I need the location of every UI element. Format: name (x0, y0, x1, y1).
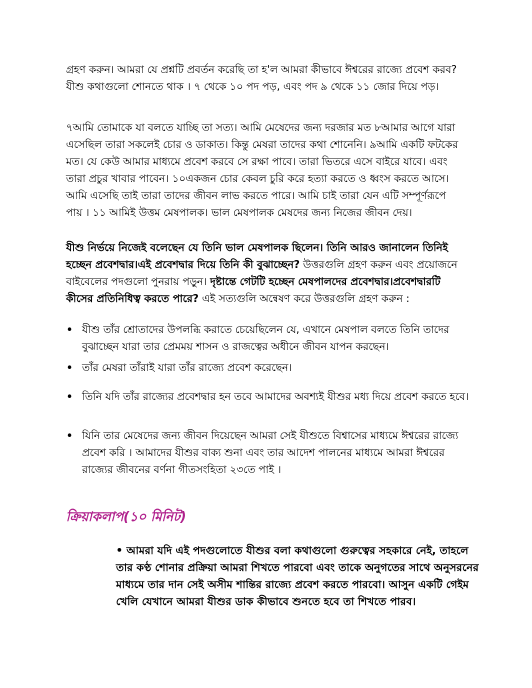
list-item (66, 389, 470, 406)
list-item-text: তিনি যদি তাঁর রাজ্যের প্রবেশদ্বার হন তবে আমাদের অবশ্যই যীশুর মধ্য দিয়ে প্রবেশ করতে হবে। (82, 391, 469, 403)
discussion-question-2: দৃষ্টান্তে গেটটি হচ্ছেন মেষপালদের প্রবেশদ্বার।প্রবেশদ্বারটি কীসের প্রতিনিধিত্ব করতে পারে? (66, 276, 441, 305)
list-item-text: তাঁর মেষরা তাঁরাই যারা তাঁর রাজ্যে প্রবেশ করেছেন। (82, 362, 292, 374)
bullet-icon: • (66, 429, 74, 443)
list-item (66, 360, 470, 377)
discussion-instruction-1: উত্তরগুলি গ্রহণ করুন এবং প্রয়োজনে বাইবেলের পদগুলো পুনরায় পড়ুন। (66, 259, 458, 288)
bullet-icon: • (66, 390, 74, 404)
list-item (66, 428, 470, 479)
bullet-icon: • (66, 323, 74, 337)
activity-text: • আমরা যদি এই পদগুলোতে যীশুর বলা কথাগুলো গুরুত্বের সহকারে নেই, তাহলে তার কণ্ঠ শোনার প্রক্রিয়া আমরা শিখতে পারবো এবং তাকে অনুগতের সাথে অনুসরনের মাধ্যমে তার দান সেই অসীম শান্তির রাজ্যে প্রবেশ করতে পারবো। আসুন একটি গেইম খেলি যেখানে আমরা যীশুর ডাক কীভাবে শুনতে হবে তা শিখতে পারব। (116, 545, 479, 608)
intro-paragraph: গ্রহণ করুন। আমরা যে প্রশ্নটি প্রবর্তন করেছি তা হ'ল আমরা কীভাবে ঈশ্বরের রাজ্যে প্রবেশ করব? যীশু কথাগুলো শোনতে থাক । ৭ থেকে ১০ পদ পড়, এবং পদ ৯ থেকে ১১ জোর দিয়ে পড়। (66, 64, 457, 93)
list-item-text: যিনি তার মেষেদের জন্য জীবন দিয়েছেন আমরা সেই যীশুতে বিশ্বাসের মাধ্যমে ঈশ্বরের রাজ্যে প্রবেশ করি । আমাদের যীশুর বাক্য শুনা এবং তার আদেশ পালনের মাধ্যমে আমরা ঈশ্বরের রাজ্যের জীবনের বর্ণনা গীতসংহিতা ২৩তে পাই । (82, 430, 459, 476)
activity-heading: ক্রিয়াকলাপ(১০ মিনিট) (66, 510, 187, 525)
scripture-passage: ৭আমি তোমাকে যা বলতে যাচ্ছি তা সত্য। আমি মেষেদের জন্য দরজার মত ৮আমার আগে যারা এসেছিল তারা সকলেই চোর ও ডাকাত। কিন্তু মেষরা তাদের কথা শোনেনি। ৯আমি একটি ফটকের মত। যে কেউ আমার মাধ্যমে প্রবেশ করবে সে রক্ষা পাবে। তারা ভিতরে এসে বাইরে যাবে। এবং তারা প্রচুর খাবার পাবেন। ১০একজন চোর কেবল চুরি করে হত্যা করতে ও ধ্বংস করতে আসে। আমি এসেছি তাই তারা তাদের জীবন লাভ করতে পারে। আমি চাই তারা যেন এটি সম্পূর্ণরূপে পায় । ১১ আমিই উত্তম মেষপালক। ভাল মেষপালক মেষদের জন্য নিজের জীবন দেয়। (66, 122, 459, 219)
discussion-question-1: যীশু নির্ভয়ে নিজেই বলেছেন যে তিনি ভাল মেষপালক ছিলেন। তিনি আরও জানালেন তিনিই হচ্ছেন প্রবেশদ্বার।এই প্রবেশদ্বার দিয়ে তিনি কী বুঝাচ্ছেন? (66, 242, 448, 271)
bullet-icon: • (66, 361, 74, 375)
discussion-instruction-2: এই সত্যগুলি অন্বেষণ করে উত্তরগুলি গ্রহণ করুন : (198, 293, 410, 305)
list-item-text: যীশু তাঁর শ্রোতাদের উপলব্ধি করাতে চেয়েছিলেন যে, এখানে মেষপাল বলতে তিনি তাদের বুঝাচ্ছেন যারা তার প্রেমময় শাসন ও রাজত্বের অধীনে জীবন যাপন করছেন। (82, 324, 450, 353)
list-item (66, 322, 470, 356)
discussion-paragraph (66, 240, 464, 308)
